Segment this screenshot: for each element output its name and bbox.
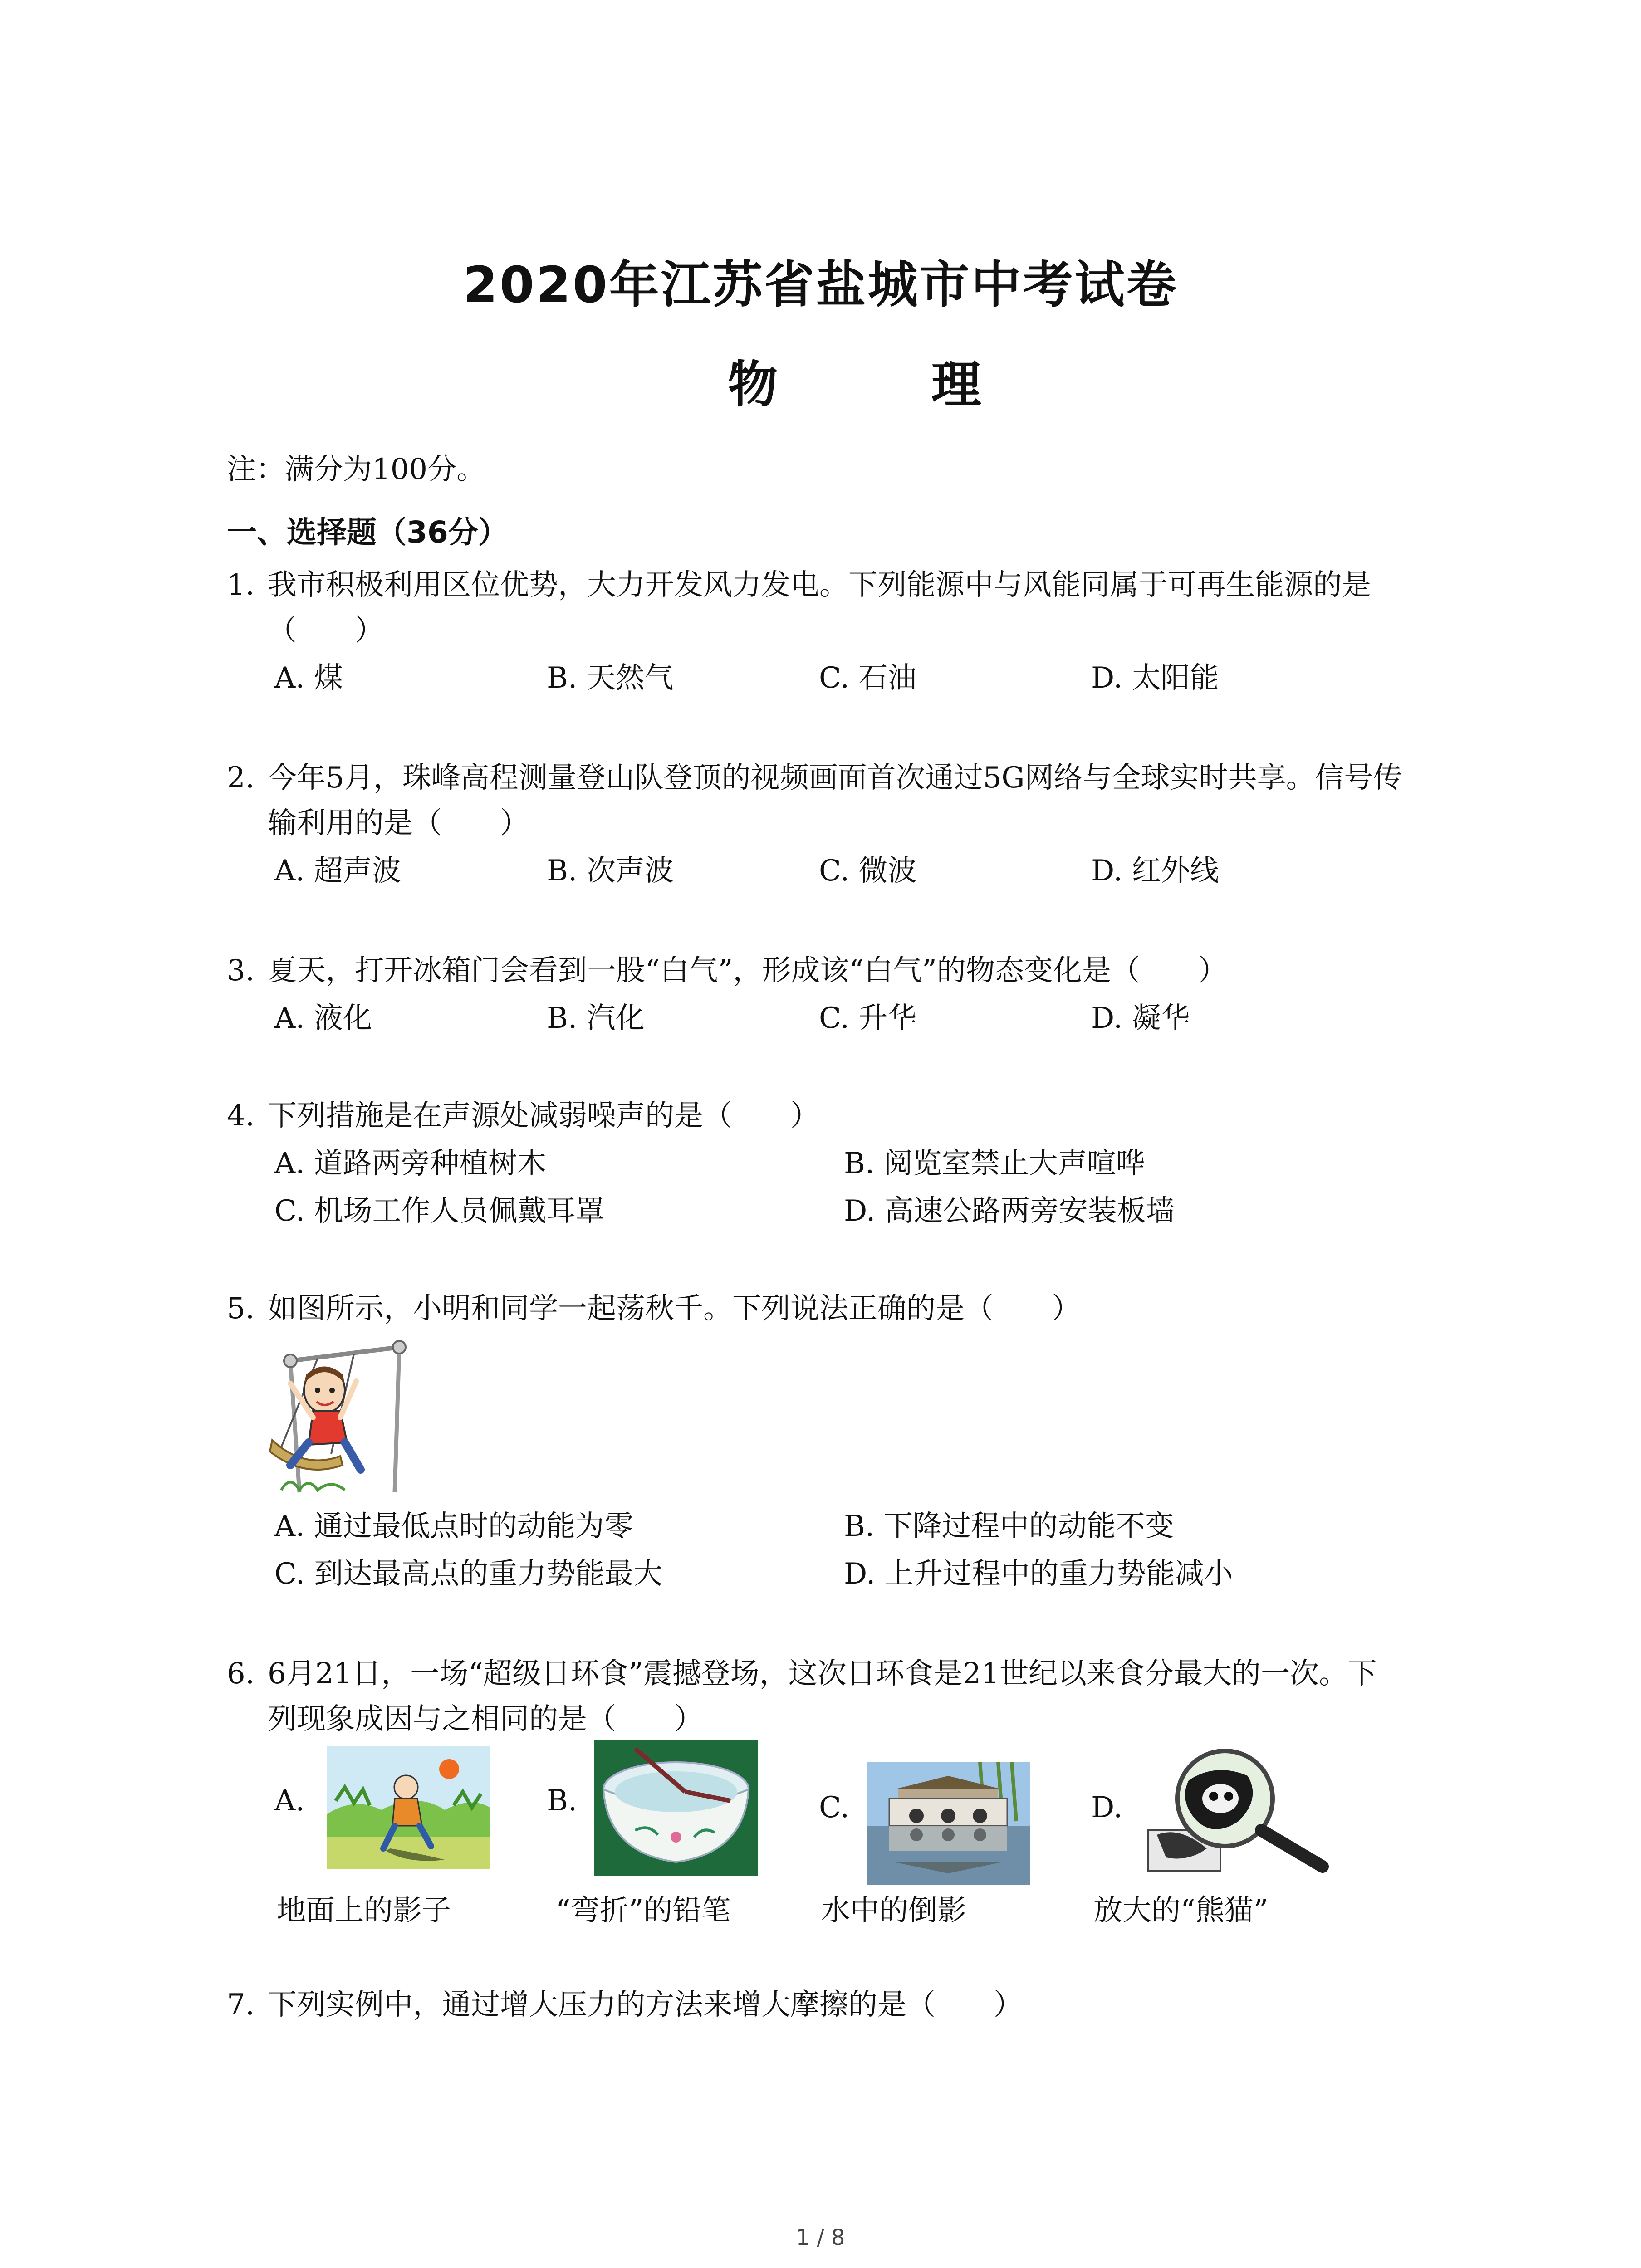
question-number: 4. bbox=[227, 1099, 255, 1133]
option-d: D. 太阳能 bbox=[1091, 661, 1219, 695]
option-a: A. 超声波 bbox=[274, 854, 401, 888]
question-text: 我市积极利用区位优势，大力开发风力发电。下列能源中与风能同属于可再生能源的是 bbox=[268, 568, 1371, 602]
option-b: B. 阅览室禁止大声喧哗 bbox=[844, 1147, 1145, 1180]
option-a: A. 液化 bbox=[274, 1002, 372, 1035]
option-d: D. 红外线 bbox=[1091, 854, 1219, 888]
bent-pencil-image bbox=[594, 1740, 758, 1876]
question-number: 3. bbox=[227, 954, 255, 987]
magnified-panda-image bbox=[1139, 1744, 1329, 1880]
question-number: 2. bbox=[227, 761, 255, 795]
question-text: 下列实例中，通过增大压力的方法来增大摩擦的是（ ） bbox=[268, 1988, 1023, 2022]
option-b: B. 下降过程中的动能不变 bbox=[844, 1510, 1174, 1543]
option-d: D. 凝华 bbox=[1091, 1002, 1190, 1035]
option-c: C. 机场工作人员佩戴耳罩 bbox=[274, 1194, 605, 1228]
reflection-image bbox=[867, 1762, 1030, 1885]
exam-title: 2020年江苏省盐城市中考试卷 bbox=[463, 256, 1178, 314]
question-number: 5. bbox=[227, 1292, 255, 1325]
caption-d: 放大的“熊猫” bbox=[1093, 1894, 1269, 1927]
question-text: 下列措施是在声源处减弱噪声的是（ ） bbox=[268, 1099, 819, 1133]
option-c: C. bbox=[819, 1791, 850, 1824]
caption-a: 地面上的影子 bbox=[277, 1894, 451, 1927]
option-d: D. 上升过程中的重力势能减小 bbox=[844, 1557, 1233, 1591]
question-text: （ ） bbox=[268, 614, 384, 647]
option-b: B. 天然气 bbox=[547, 661, 674, 695]
option-c: C. 到达最高点的重力势能最大 bbox=[274, 1557, 663, 1591]
question-text: 6月21日，一场“超级日环食”震撼登场，这次日环食是21世纪以来食分最大的一次。下 bbox=[268, 1657, 1377, 1691]
option-a: A. bbox=[274, 1784, 305, 1818]
question-number: 7. bbox=[227, 1988, 255, 2022]
question-text: 列现象成因与之相同的是（ ） bbox=[268, 1702, 703, 1736]
option-b: B. 次声波 bbox=[547, 854, 674, 888]
swing-illustration bbox=[263, 1334, 408, 1497]
score-note: 注：满分为100分。 bbox=[227, 453, 486, 486]
option-a: A. 通过最低点时的动能为零 bbox=[274, 1510, 633, 1543]
question-number: 6. bbox=[227, 1657, 255, 1691]
question-text: 夏天，打开冰箱门会看到一股“白气”，形成该“白气”的物态变化是（ ） bbox=[268, 954, 1227, 987]
exam-subject: 物 理 bbox=[728, 356, 1049, 414]
option-d: D. bbox=[1091, 1791, 1123, 1824]
option-a: A. 煤 bbox=[274, 661, 343, 695]
option-c: C. 石油 bbox=[819, 661, 917, 695]
caption-c: 水中的倒影 bbox=[821, 1894, 966, 1927]
shadow-image bbox=[327, 1746, 490, 1869]
question-number: 1. bbox=[227, 568, 255, 602]
option-b: B. 汽化 bbox=[547, 1002, 645, 1035]
question-text: 输利用的是（ ） bbox=[268, 807, 529, 840]
section-heading: 一、选择题（36分） bbox=[227, 515, 508, 550]
option-b: B. bbox=[547, 1784, 578, 1818]
caption-b: “弯折”的铅笔 bbox=[556, 1894, 731, 1927]
page-number: 1 / 8 bbox=[796, 2225, 845, 2250]
question-text: 今年5月，珠峰高程测量登山队登顶的视频画面首次通过5G网络与全球实时共享。信号传 bbox=[268, 761, 1402, 795]
option-c: C. 升华 bbox=[819, 1002, 917, 1035]
option-a: A. 道路两旁种植树木 bbox=[274, 1147, 546, 1180]
option-c: C. 微波 bbox=[819, 854, 917, 888]
question-text: 如图所示，小明和同学一起荡秋千。下列说法正确的是（ ） bbox=[268, 1292, 1081, 1325]
option-d: D. 高速公路两旁安装板墙 bbox=[844, 1194, 1175, 1228]
